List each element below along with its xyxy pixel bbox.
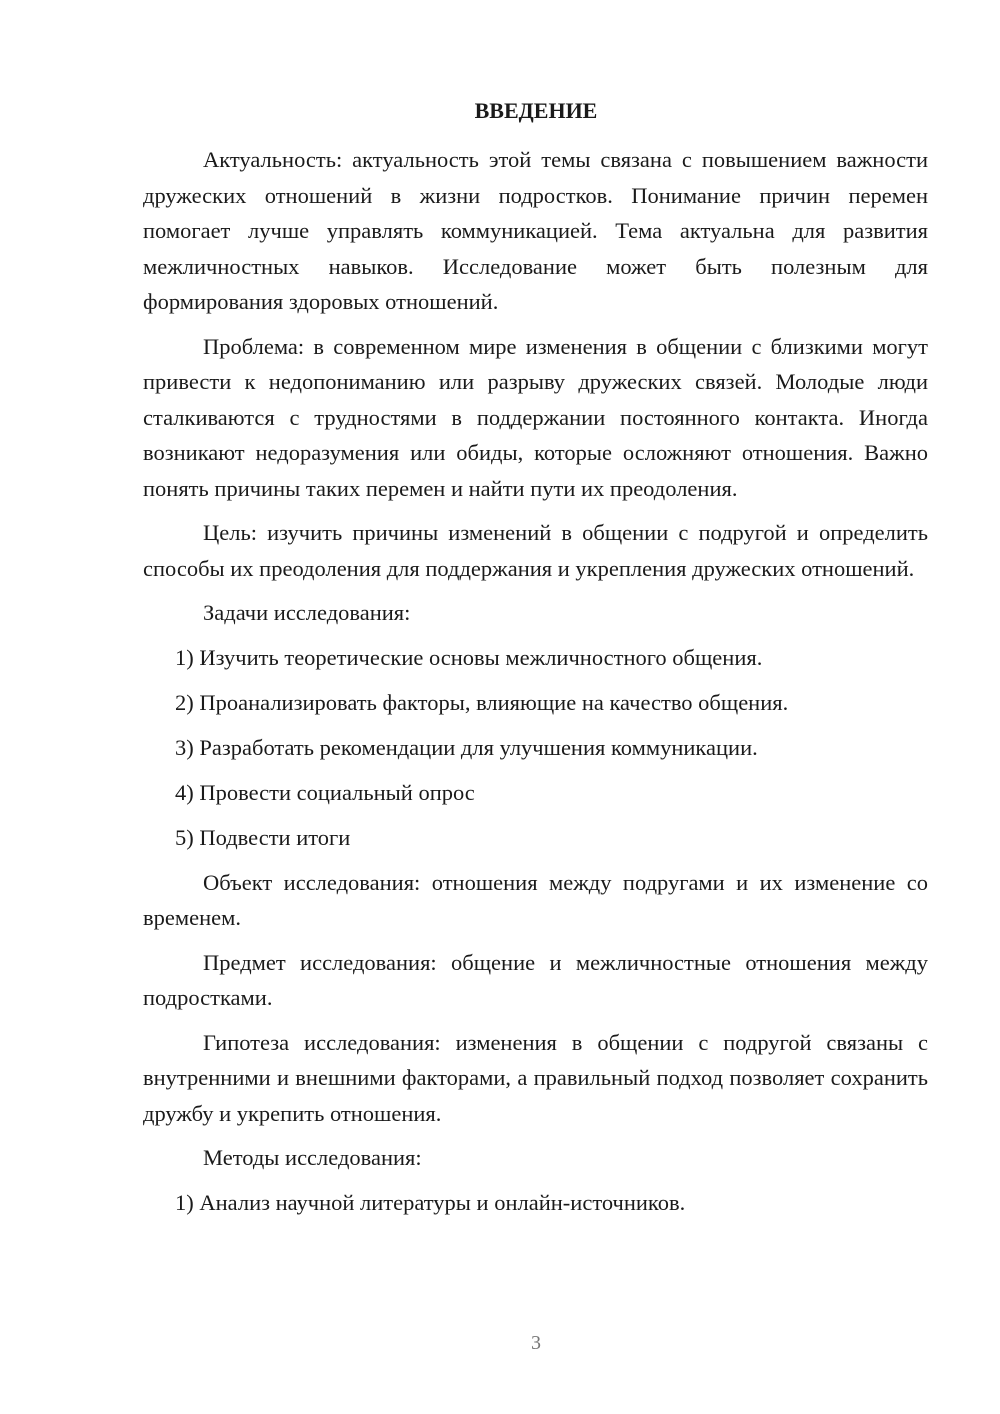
list-item: 1) Анализ научной литературы и онлайн-источников. (175, 1189, 686, 1215)
tasks-heading: Задачи исследования: (203, 600, 411, 625)
list-item: 4) Провести социальный опрос (175, 779, 475, 805)
document-body (143, 142, 928, 1230)
goal-paragraph: Цель: изучить причины изменений в общении с подругой и определить способы их преодоления для поддержания и укрепления дружеских отношений. (143, 520, 928, 581)
list-item: 5) Подвести итоги (175, 824, 351, 850)
subject-paragraph: Предмет исследования: общение и межличностные отношения между подростками. (143, 949, 928, 1010)
relevance-paragraph: Актуальность: актуальность этой темы связана с повышением важности дружеских отношений в жизни подростков. Понимание причин перемен помогает лучше управлять коммуникацией. Тема актуальна для развития межличностных навыков. Исследование может быть полезным для формирования здоровых отношений. (143, 147, 928, 314)
page-number: 3 (531, 1332, 541, 1354)
page-title: ВВЕДЕНИЕ (474, 98, 598, 123)
list-item: 1) Изучить теоретические основы межличностного общения. (175, 644, 763, 670)
object-paragraph: Объект исследования: отношения между подругами и их изменение со временем. (143, 869, 928, 930)
list-item: 2) Проанализировать факторы, влияющие на качество общения. (175, 689, 789, 715)
hypothesis-paragraph: Гипотеза исследования: изменения в общении с подругой связаны с внутренними и внешними факторами, а правильный подход позволяет сохранить дружбу и укрепить отношения. (143, 1029, 928, 1126)
list-item: 3) Разработать рекомендации для улучшения коммуникации. (175, 734, 758, 760)
problem-paragraph: Проблема: в современном мире изменения в общении с близкими могут привести к недопониманию или разрыву дружеских связей. Молодые люди сталкиваются с трудностями в поддержании постоянного контакта. Иногда возникают недоразумения или обиды, которые осложняют отношения. Важно понять причины таких перемен и найти пути их преодоления. (143, 333, 928, 501)
tasks-list (143, 640, 928, 856)
methods-heading: Методы исследования: (203, 1145, 422, 1170)
methods-list (143, 1185, 928, 1221)
